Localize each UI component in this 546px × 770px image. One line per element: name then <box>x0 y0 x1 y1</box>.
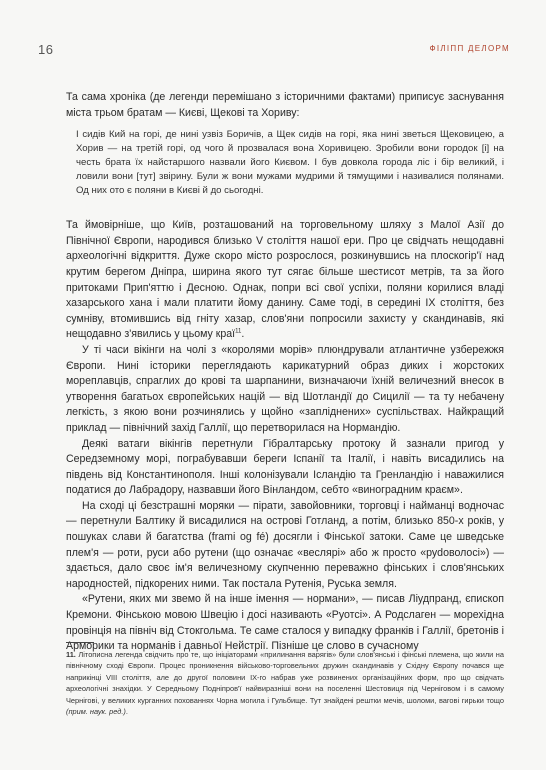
paragraph-1-end: . <box>241 328 245 341</box>
running-head: ФІЛІПП ДЕЛОРМ <box>429 44 510 53</box>
page-number: 16 <box>38 42 54 57</box>
footnote-text: Літописна легенда свідчить про те, що ініціаторами «прилинання варягів» були слов'янські і фінські племена, що жили на північному сході Європи. Процес проникнення військово-торговельних дружин скандинавів у Східну Європу почався ще наприкінці VIII століття, але до другої половини IX-го набрав уже розвинених організаційних форм, про що свідчать археологічні знахідки. У Середньому Подніпров'ї найвиразніші вони на поселенні Шестовиця під Черніговом і в самому Чернігові, у великих курганних похованнях Чорна могила і Гульбище. Тут знайдені рештки мечів, шоломи, вагові гирьки тощо <box>66 650 504 705</box>
paragraph-1-text: Та ймовірніше, що Київ, розташований на торговельному шляху з Малої Азії до Північної Європи, народився близько V століття нашої ери. Про це свідчать нещодавні археологічні відкриття. Дуже скоро місто розрослося, розкинувшись на плоскогір'ї над крутим берегом Дніпра, ширина якого тут сягає більше шестисот метрів, та за його притоками Прип'яттю і Десною. Однак, попри всі свої успіхи, поляни корилися владі хазарського хана і мали платити йому данину. Саме тоді, в середині IX століття, без сумніву, втомившись від гніту хазар, слов'яни попросили захисту у скандинавів, які нещодавно з'явились у цьому краї <box>66 219 504 341</box>
main-text <box>66 90 504 655</box>
footnote <box>66 649 504 717</box>
paragraph-4: На сході ці безстрашні моряки — пірати, завойовники, торговці і найманці водночас — перетнули Балтику й висадилися на острові Готланд, а потім, близько 850-х років, у пошуках слави й багатства (frami og fé) досягли і Фінської затоки. Саме це шведське плем'я — роти, руси або рутени (що означає «веслярі» або ж просто «руdоволосі») — здається, дало своє ім'я величезному скупченню переважно фінських і слов'янських народностей, підкорених ними. Так постала Рутенія, Руська земля. <box>66 499 504 590</box>
footnote-divider <box>66 642 94 643</box>
quote-text: І сидів Кий на горі, де нині узвіз Боричів, а Щек сидів на горі, яка нині зветься Щековицею, а Хорив — на третій горі, од чого й прозвалася вона Хоривицею. Зробили вони городок [і] на честь брата їх найстаршого назвали його Києвом. І був довкола города ліс і бір великий, і ловили вони [тут] звірину. Були ж вони мужами мудрими й тямущими і називалися полянами. Од них ото є поляни в Києві й до сьогодні. <box>76 129 504 197</box>
intro-paragraph: Та сама хроніка (де легенди перемішано з історичними фактами) приписує заснування міста трьом братам — Києві, Щекові та Хориву: <box>66 91 504 119</box>
footnote-number: 11. <box>66 650 76 659</box>
footnote-end: . <box>125 707 128 717</box>
paragraph-3: Деякі ватаги вікінгів перетнули Гібралтарську протоку й зазнали пригод у Середземному морі, пограбувавши береги Іспанії та Італії, і навіть висадились на південь від Константинополя. Інші колонізували Ісландію та Гренландію і наважилися податися до Лабрадору, назвавши його Вінландом, себто «виноградним краєм». <box>66 437 504 497</box>
chronicle-quote <box>76 128 504 198</box>
footnote-editor-note: (прим. наук. ред.) <box>66 707 126 717</box>
paragraph-2: У ті часи вікінги на чолі з «королями морів» плюндрували атлантичне узбережжя Європи. Нині історики переглядають карикатурний образ диких і жорстоких мореплавців, спраглих до крові та шарпанини, визначаючи їхній величезний внесок в утворення багатьох європейських націй — від Шотландії до Сицилії — та ту небачену легкість, з якою вони розчинялись у щойно «запліднених» суспільствах. Найкращий приклад — північний захід Галлії, що перетворилася на Нормандію. <box>66 343 504 434</box>
paragraph-5: «Рутени, яких ми звемо й на інше імення — нормани», — писав Ліудпранд, єпископ Кремони. Фінською мовою Швецію і досі називають «Руотсі». А Родслаген — морехідна провінція на північ від Стокгольма. Те саме сталося у випадку франків і Галлії, бретонів і Арморики та норманів і давньої Нейстрії. Пізніше це слово в сучасному <box>66 593 504 653</box>
paragraph-1 <box>66 218 504 343</box>
footnote-ref: 11 <box>235 328 242 335</box>
